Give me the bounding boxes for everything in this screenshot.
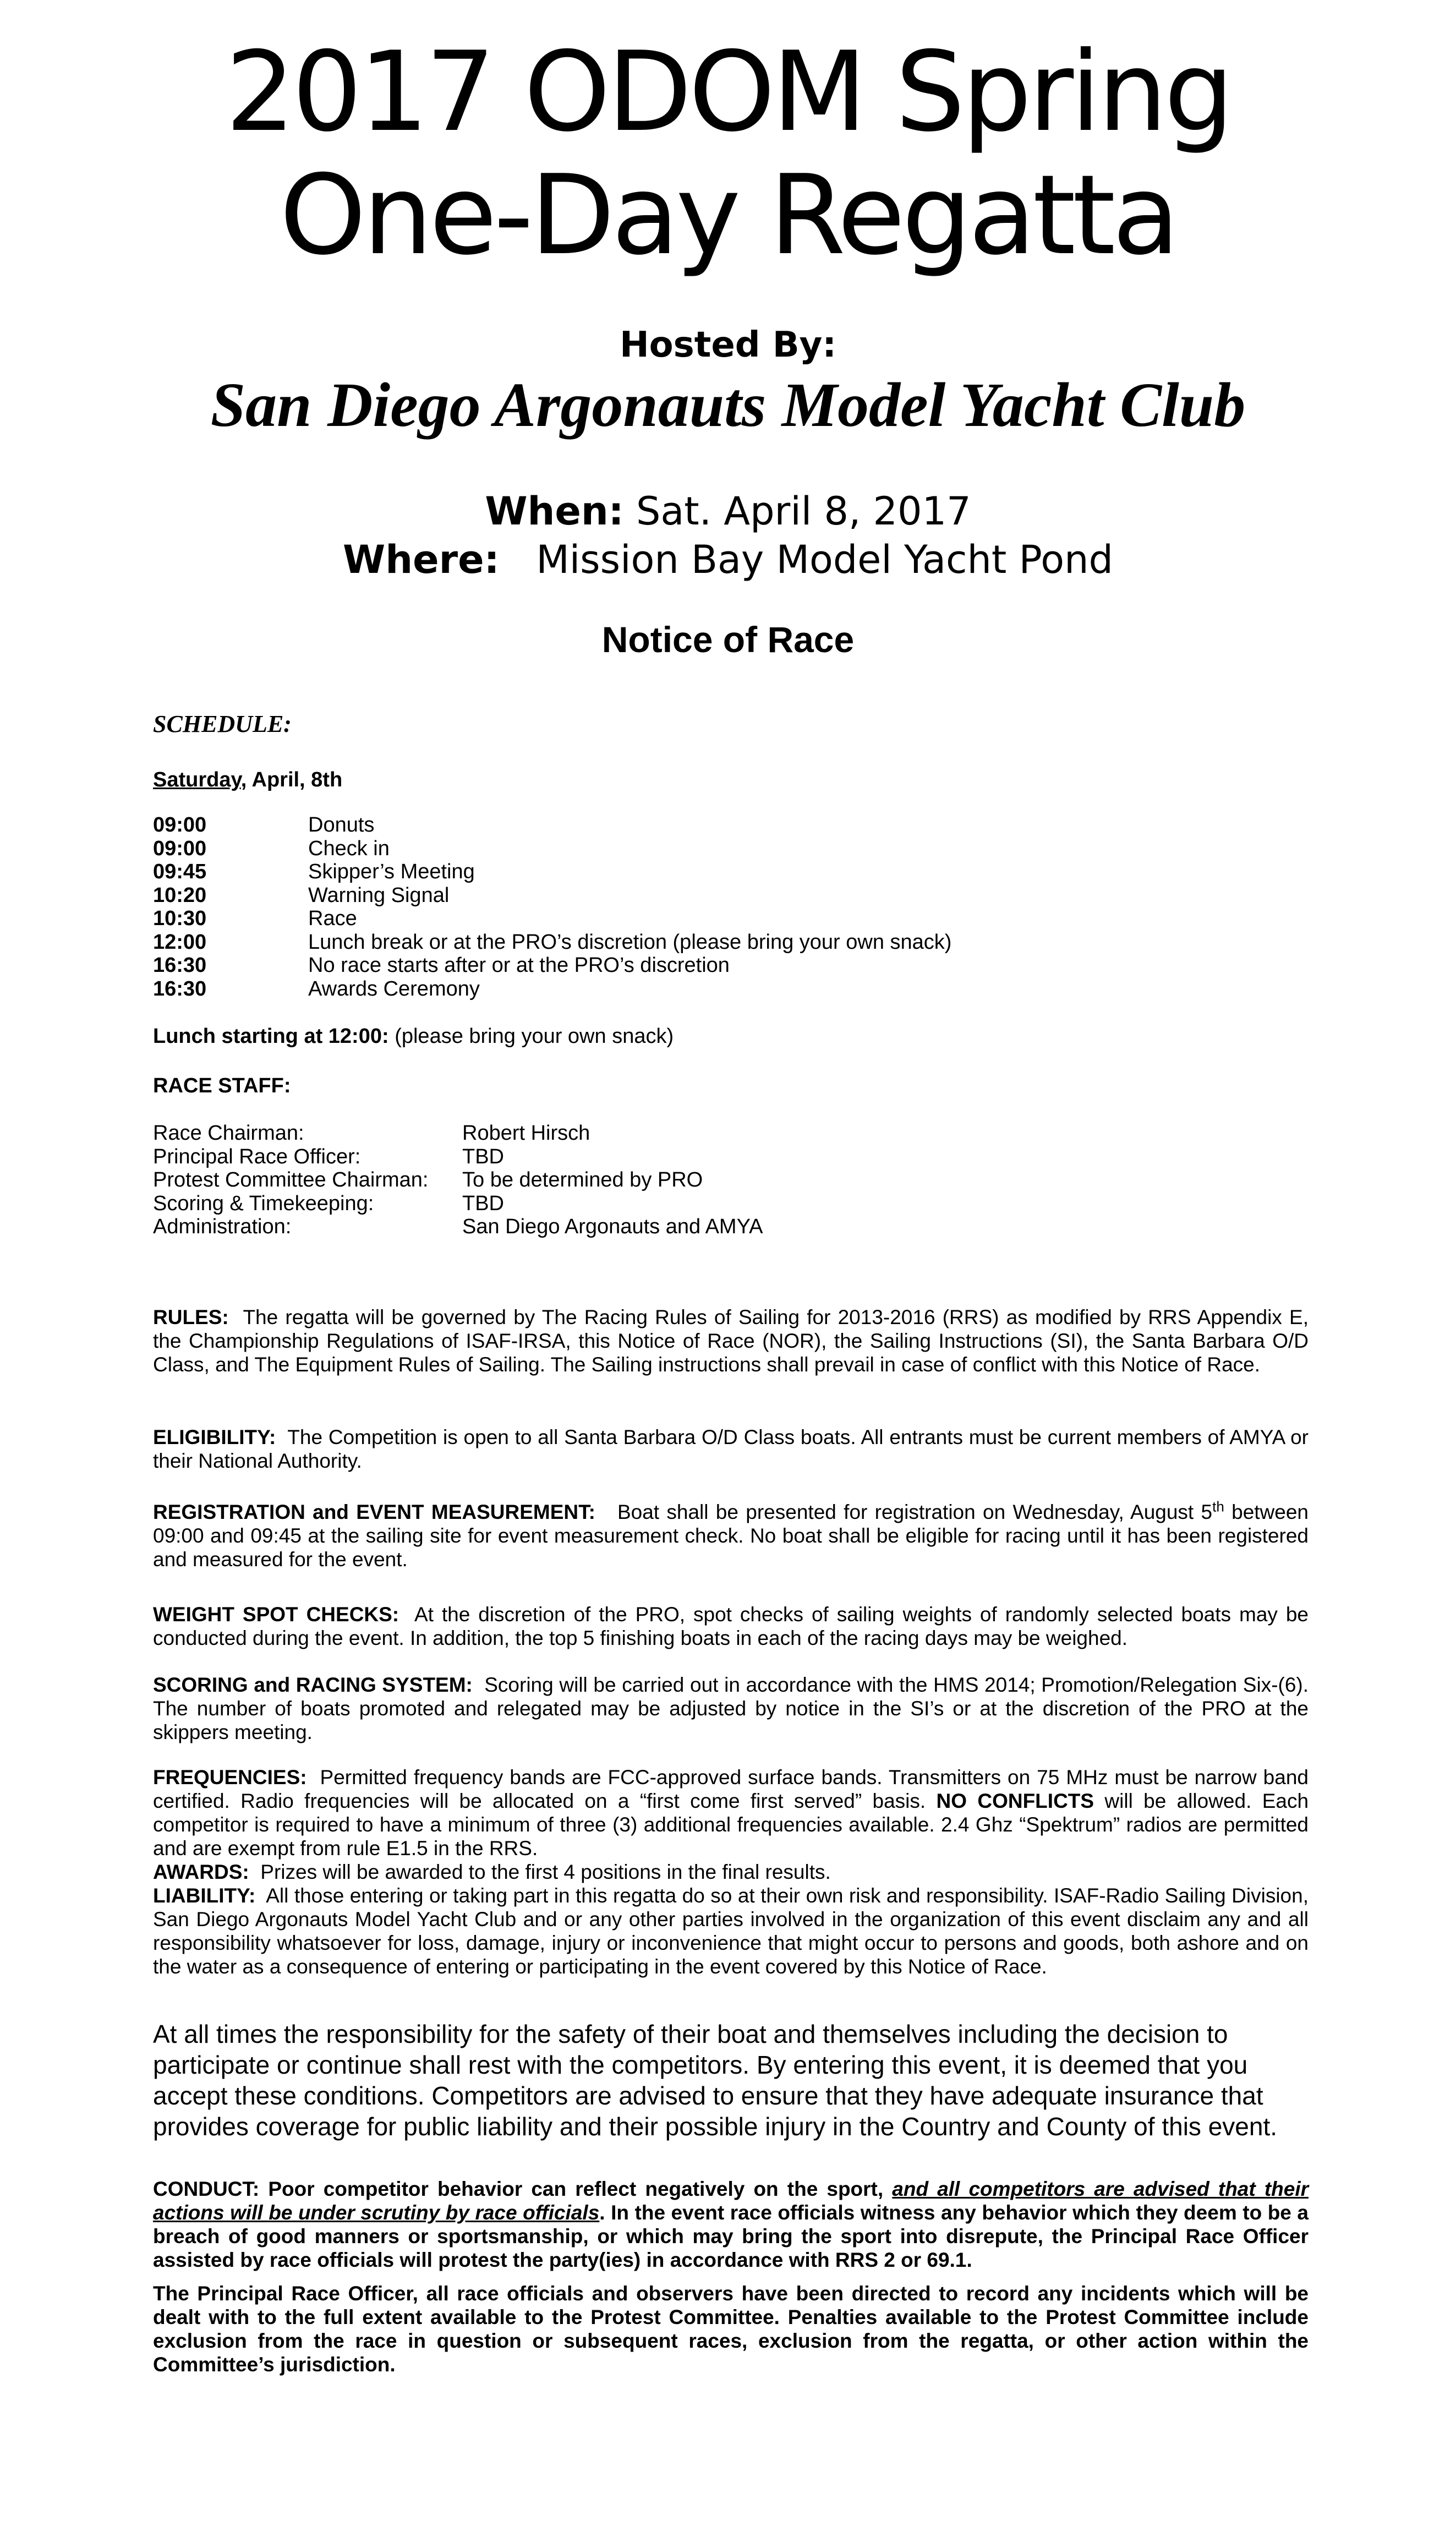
schedule-event: Awards Ceremony: [308, 977, 480, 1000]
when-label: When:: [485, 489, 624, 534]
liability-label: LIABILITY:: [153, 1884, 256, 1907]
schedule-time: 09:00: [153, 836, 207, 860]
awards-text: Prizes will be awarded to the first 4 positions in the final results.: [260, 1861, 831, 1883]
lunch-note: (please bring your own snack): [395, 1025, 674, 1048]
schedule-time: 09:45: [153, 860, 207, 883]
conduct-emphasis: and all competitors are advised that their actions will be under scrutiny by race officials: [153, 2178, 1309, 2224]
conduct-text-a: CONDUCT: Poor competitor behavior can reflect negatively on the sport,: [153, 2178, 884, 2200]
where-value: Mission Bay Model Yacht Pond: [536, 537, 1113, 582]
liability-text: All those entering or taking part in this regatta do so at their own risk and responsibility. ISAF-Radio Sailing Division, San Diego Argonauts Model Yacht Club and or any other parties involved in the organization of this event disclaim any and all responsibility whatsoever for loss, damage, injury or inconvenience that might occur to persons and goods, both ashore and on the water as a consequence of entering or participating in the event covered by this Notice of Race.: [153, 1884, 1309, 1978]
staff-row: [153, 1168, 763, 1192]
schedule-row: [153, 977, 951, 1001]
title-line-2: One-Day Regatta: [280, 151, 1176, 280]
staff-role: Principal Race Officer:: [153, 1145, 361, 1168]
schedule-time: 16:30: [153, 954, 207, 977]
schedule-list: [153, 813, 951, 1000]
scoring-label: SCORING and RACING SYSTEM:: [153, 1674, 473, 1696]
conduct-section: [153, 2177, 1309, 2272]
registration-label: REGISTRATION and EVENT MEASUREMENT:: [153, 1501, 595, 1523]
schedule-row: [153, 860, 951, 884]
registration-section: [153, 1500, 1309, 1571]
notice-of-race-heading: Notice of Race: [601, 619, 855, 660]
conduct-text-b: . In the event race officials witness any behavior which they deem to be a breach of good manners or sportsmanship, or which may bring the sport into disrepute, the Principal Race Officer assisted by race officials will protest the party(ies) in accordance with RRS 2 or 69.1.: [153, 2201, 1309, 2271]
staff-row: [153, 1122, 763, 1145]
rules-label: RULES:: [153, 1306, 229, 1328]
title-line-1: 2017 ODOM Spring: [225, 28, 1231, 156]
frequencies-section: [153, 1765, 1309, 1860]
registration-text-b: between 09:00 and 09:45 at the sailing site for event measurement check. No boat shall be eligible for racing until it has been registered and measured for the event.: [153, 1501, 1309, 1571]
where-label: Where:: [343, 537, 500, 582]
awards-section: [153, 1860, 1309, 1884]
registration-text-a: Boat shall be presented for registration on Wednesday, August 5: [617, 1501, 1213, 1523]
schedule-event: Warning Signal: [308, 883, 450, 907]
schedule-time: 10:30: [153, 907, 207, 930]
schedule-time: 16:30: [153, 977, 207, 1000]
eligibility-text: The Competition is open to all Santa Barbara O/D Class boats. All entrants must be current members of AMYA or their National Authority.: [153, 1426, 1309, 1472]
schedule-time: 09:00: [153, 813, 207, 836]
schedule-event: Donuts: [308, 813, 375, 836]
where-line: [0, 537, 1456, 582]
schedule-row: [153, 837, 951, 861]
frequencies-no-conflicts: NO CONFLICTS: [936, 1790, 1094, 1812]
staff-role: Administration:: [153, 1215, 292, 1238]
staff-row: [153, 1192, 763, 1216]
schedule-row: [153, 931, 951, 954]
staff-row: [153, 1215, 763, 1239]
staff-role: Scoring & Timekeeping:: [153, 1191, 374, 1215]
registration-superscript: th: [1212, 1498, 1224, 1515]
liability-section: [153, 1884, 1309, 1978]
hosted-by-label: Hosted By:: [620, 325, 836, 365]
schedule-row: [153, 884, 951, 907]
frequencies-text-b: will be allowed. Each competitor is required to have a minimum of three (3) additional frequencies available. 2.4 Ghz “Spektrum” radios are permitted and are exempt from rule E1.5 in the RRS.: [153, 1790, 1309, 1860]
schedule-heading: SCHEDULE:: [153, 710, 292, 737]
eligibility-label: ELIGIBILITY:: [153, 1426, 276, 1448]
rules-text: The regatta will be governed by The Racing Rules of Sailing for 2013-2016 (RRS) as modified by RRS Appendix E, the Championship Regulations of ISAF-IRSA, this Notice of Race (NOR), the Sailing Instructions (SI), the Santa Barbara O/D Class, and The Equipment Rules of Sailing. The Sailing instructions shall prevail in case of conflict with this Notice of Race.: [153, 1306, 1309, 1376]
lunch-label: Lunch starting at 12:00:: [153, 1025, 389, 1048]
lunch-line: [153, 1025, 674, 1048]
schedule-time: 12:00: [153, 930, 207, 954]
schedule-event: No race starts after or at the PRO’s discretion: [308, 954, 730, 977]
staff-name: TBD: [462, 1145, 504, 1168]
race-staff-list: [153, 1122, 763, 1239]
conduct-officials-paragraph: The Principal Race Officer, all race officials and observers have been directed to record any incidents which will be dealt with to the full extent available to the Protest Committee. Penalties available to the Protest Committee include exclusion from the race in question or subsequent races, exclusion from the regatta, or other action within the Committee’s jurisdiction.: [153, 2282, 1309, 2376]
when-line: [0, 489, 1456, 534]
staff-name: Robert Hirsch: [462, 1122, 590, 1145]
schedule-time: 10:20: [153, 883, 207, 907]
staff-role: Protest Committee Chairman:: [153, 1168, 429, 1191]
schedule-event: Race: [308, 907, 357, 930]
staff-name: To be determined by PRO: [462, 1168, 703, 1191]
schedule-event: Lunch break or at the PRO’s discretion (please bring your own snack): [308, 930, 952, 954]
schedule-row: [153, 813, 951, 837]
scoring-section: [153, 1673, 1309, 1744]
schedule-day-date: , April, 8th: [240, 768, 343, 791]
staff-name: San Diego Argonauts and AMYA: [462, 1215, 763, 1238]
weight-checks-text: At the discretion of the PRO, spot checks of sailing weights of randomly selected boats may be conducted during the event. In addition, the top 5 finishing boats in each of the racing days may be weighed.: [153, 1603, 1309, 1649]
scoring-text: Scoring will be carried out in accordance with the HMS 2014; Promotion/Relegation Six-(6). The number of boats promoted and relegated may be adjusted by notice in the SI’s or at the discretion of the PRO at the skippers meeting.: [153, 1674, 1309, 1743]
schedule-event: Skipper’s Meeting: [308, 860, 475, 883]
schedule-event: Check in: [308, 836, 390, 860]
staff-row: [153, 1145, 763, 1169]
schedule-row: [153, 954, 951, 977]
staff-name: TBD: [462, 1191, 504, 1215]
when-value: Sat. April 8, 2017: [636, 489, 971, 534]
schedule-day-name: Saturday: [153, 768, 241, 791]
schedule-row: [153, 907, 951, 931]
awards-label: AWARDS:: [153, 1861, 249, 1883]
frequencies-label: FREQUENCIES:: [153, 1766, 307, 1789]
rules-section: [153, 1305, 1309, 1376]
schedule-day: [153, 768, 342, 792]
eligibility-section: [153, 1425, 1309, 1473]
weight-checks-label: WEIGHT SPOT CHECKS:: [153, 1603, 399, 1626]
host-club-name: San Diego Argonauts Model Yacht Club: [210, 370, 1246, 440]
staff-role: Race Chairman:: [153, 1122, 304, 1145]
responsibility-paragraph: At all times the responsibility for the safety of their boat and themselves including the decision to participate or continue shall rest with the competitors. By entering this event, it is deemed that you accept these conditions. Competitors are advised to ensure that they have adequate insurance that provides coverage for public liability and their possible injury in the Country and County of this event.: [153, 2020, 1278, 2141]
race-staff-heading: RACE STAFF:: [153, 1074, 291, 1097]
frequencies-text-a: Permitted frequency bands are FCC-approved surface bands. Transmitters on 75 MHz must be narrow band certified. Radio frequencies will be allocated on a “first come first served” basis.: [153, 1766, 1309, 1812]
weight-checks-section: [153, 1603, 1309, 1650]
